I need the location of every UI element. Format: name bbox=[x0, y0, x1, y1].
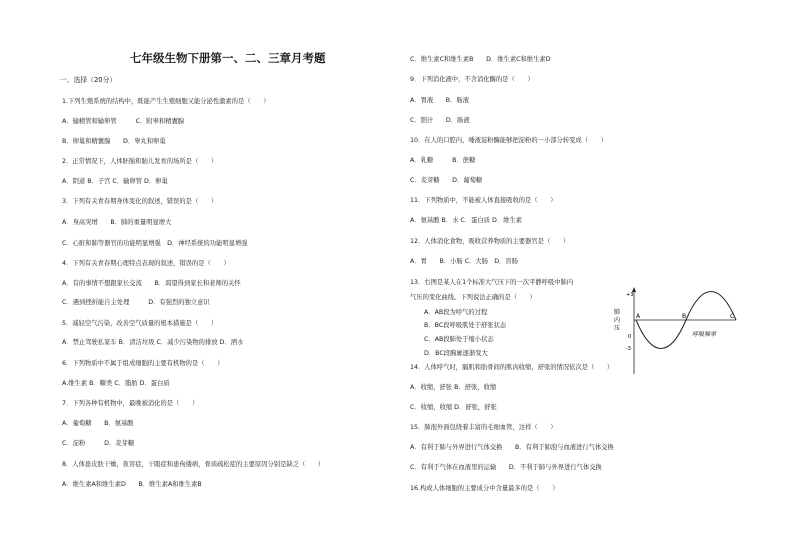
option-line: A．阴道 B．子宫 C．输卵管 D．卵巢 bbox=[62, 178, 168, 185]
question-line: 4．下列有关青春期心理特点表现的叙述，错误的是（ ） bbox=[62, 260, 230, 267]
tick-label: -3 bbox=[626, 346, 631, 352]
option-line: A．乳糖 B．蔗糖 bbox=[410, 157, 476, 164]
option-line: A．葡萄糖 B．氨基酸 bbox=[62, 420, 134, 427]
option-line: A．身高突增 B．肺的重量明显增大 bbox=[62, 219, 172, 226]
question-line: 1.下列生殖系统的结构中，既能产生生殖细胞又能分泌性激素的是（ ） bbox=[62, 98, 270, 105]
option-line: C．淀粉 D．麦芽糖 bbox=[62, 440, 135, 447]
question-line: 气压的变化曲线。下列说法正确的是（ ） bbox=[410, 294, 536, 301]
question-line: 7．下列各种有机物中，最晚被消化的是（ ） bbox=[62, 400, 199, 407]
option-line: C．维生素C和维生素B D．维生素C和维生素D bbox=[410, 56, 551, 63]
option-line: C．收缩，收缩 D．舒张，舒张 bbox=[410, 404, 497, 411]
option-line: A.维生素 B．糖类 C．脂肪 D．蛋白质 bbox=[62, 380, 170, 387]
question-line: 16.构成人体细胞的主要成分中含量最多的是（ ） bbox=[410, 485, 559, 492]
section-heading: 一、选择（20分） bbox=[60, 76, 117, 84]
question-line: 2．正常情况下，人体胚胎和胎儿发育的场所是（ ） bbox=[62, 158, 218, 165]
option-line: C．遇到挫折能自主处理 D．有强烈的独立意识 bbox=[62, 299, 210, 306]
option-line: C．AB段肺处于缩小状态 bbox=[424, 336, 494, 343]
option-line: A．有利于肺与外界进行气体交换 B．有利于肺泡与血液进行气体交换 bbox=[410, 444, 614, 451]
x-axis-label: 呼吸频率 bbox=[692, 331, 717, 338]
question-line: 10．在人的口腔内，唾液淀粉酶能够把淀粉的一小部分转变成（ ） bbox=[410, 137, 607, 144]
tick-label: +3 bbox=[626, 292, 634, 298]
option-line: C．心脏和肺等器官的功能明显增强 D．神经系统的功能明显增强 bbox=[62, 240, 248, 247]
question-line: 13．右图是某人在1个标准大气压下的一次平静呼吸中肺内 bbox=[410, 279, 574, 286]
option-line: A．收缩，舒张 B．舒张，收缩 bbox=[410, 384, 497, 391]
option-line: C．麦芽糖 D．葡萄糖 bbox=[410, 177, 483, 184]
question-line: 9．下列消化液中，不含消化酶的是（ ） bbox=[410, 76, 534, 83]
page-title: 七年级生物下册第一、二、三章月考题 bbox=[130, 51, 326, 65]
question-line: 5．减轻空气污染，改善空气质量的根本措施是（ ） bbox=[62, 320, 218, 327]
question-line: 14．人体呼气时，膈肌和肋骨间的肌肉收缩，舒张的情况依次是（ ） bbox=[410, 364, 614, 371]
option-line: D．BC段胸廓逐渐变大 bbox=[424, 350, 488, 357]
point-c-label: C bbox=[730, 313, 735, 320]
option-line: A．胃液 B．肠液 bbox=[410, 97, 470, 104]
option-line: B．卵巢和精囊腺 D．睾丸和卵巢 bbox=[62, 138, 166, 145]
question-line: 15．肺泡外面包绕着丰富的毛细血管，这样（ ） bbox=[410, 424, 557, 431]
y-axis-label-char: 肺 bbox=[614, 309, 621, 316]
option-line: A．AB段为呼气的过程 bbox=[424, 309, 488, 316]
option-line: A．禁止驾驶私家车 B．清洁垃圾 C．减少污染物的排放 D．洒水 bbox=[62, 339, 244, 346]
question-line: 11．下列物质中，不能被人体直接吸收的是（ ） bbox=[410, 197, 557, 204]
question-line: 3．下列有关青春期身体变化的叙述，错误的是（ ） bbox=[62, 198, 218, 205]
y-axis-label-char: 压 bbox=[614, 325, 621, 332]
pressure-curve-figure bbox=[612, 286, 742, 381]
option-line: B．BC段呼吸肌处于舒张状态 bbox=[424, 322, 507, 329]
option-line: A．胃 B．小肠 C．大肠 D．盲肠 bbox=[410, 258, 519, 265]
tick-label: 0 bbox=[628, 334, 632, 340]
question-line: 6．下列物质中不属于组成细胞的主要有机物的是（ ） bbox=[62, 360, 224, 367]
point-a-label: A bbox=[636, 313, 641, 320]
question-line: 8．人体患皮肤干燥，夜盲症，干眼症和患佝偻病，骨质疏松症的主要原因分别是缺乏（ ） bbox=[62, 461, 325, 468]
option-line: A．维生素A和维生素D B．维生素A和维生素B bbox=[62, 481, 202, 488]
y-axis-label-char: 内 bbox=[614, 317, 621, 324]
question-line: 12．人体消化食物，吸收营养物质的主要器官是（ ） bbox=[410, 238, 570, 245]
point-b-label: B bbox=[682, 313, 687, 320]
option-line: A．输精管和输卵管 C．附睾和精囊腺 bbox=[62, 118, 185, 125]
option-line: C．有利于气体在血液里的运输 D．不利于肺与外界进行气体交换 bbox=[410, 464, 602, 471]
option-line: A．氨基酸 B．水 C．蛋白质 D．维生素 bbox=[410, 217, 523, 224]
option-line: A．有的事情不想跟家长交流 B．渴望得到家长和老师的关怀 bbox=[62, 280, 241, 287]
option-line: C．胆汁 D．肠液 bbox=[410, 117, 470, 124]
